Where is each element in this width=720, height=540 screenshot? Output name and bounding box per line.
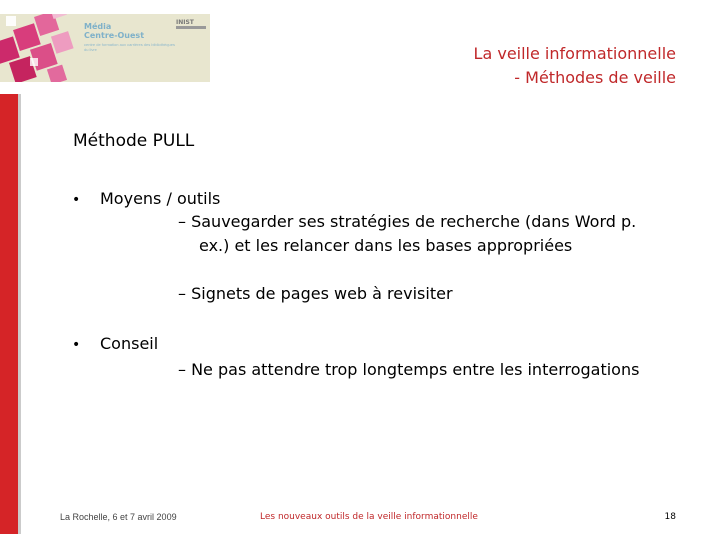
- logo-squares-icon: [0, 14, 84, 82]
- partner-logo-text: INIST: [176, 19, 194, 26]
- bullet-label-advice: Conseil: [100, 334, 159, 353]
- left-accent-bar: [0, 94, 21, 534]
- organization-logo: [0, 14, 210, 82]
- header-title-line1: La veille informationnelle: [473, 44, 676, 63]
- footer-presentation-title: Les nouveaux outils de la veille informationnelle: [260, 512, 478, 522]
- header-title-line2: - Méthodes de veille: [514, 68, 676, 87]
- section-title: Méthode PULL: [73, 131, 195, 151]
- logo-text: [84, 22, 176, 52]
- bullet-label-means: Moyens / outils: [100, 189, 221, 208]
- logo-name: Média Centre-Ouest: [84, 22, 145, 40]
- list-item-bookmarks: – Signets de pages web à revisiter: [178, 284, 453, 303]
- footer-date-location: La Rochelle, 6 et 7 avril 2009: [60, 512, 177, 522]
- page-number: 18: [664, 512, 676, 522]
- list-item-frequency: – Ne pas attendre trop longtemps entre les interrogations: [178, 360, 640, 379]
- list-item-save-searches: – Sauvegarder ses stratégies de recherche (dans Word p. ex.) et les relancer dans les bases appropriées: [178, 212, 637, 255]
- slide-header-title: [356, 42, 676, 90]
- logo-subtitle: centre de formation aux carrières des bibliothèques du livre: [84, 42, 175, 52]
- bullet-icon: •: [72, 337, 81, 353]
- bullet-icon: •: [72, 192, 81, 208]
- partner-logo-icon: [176, 18, 206, 30]
